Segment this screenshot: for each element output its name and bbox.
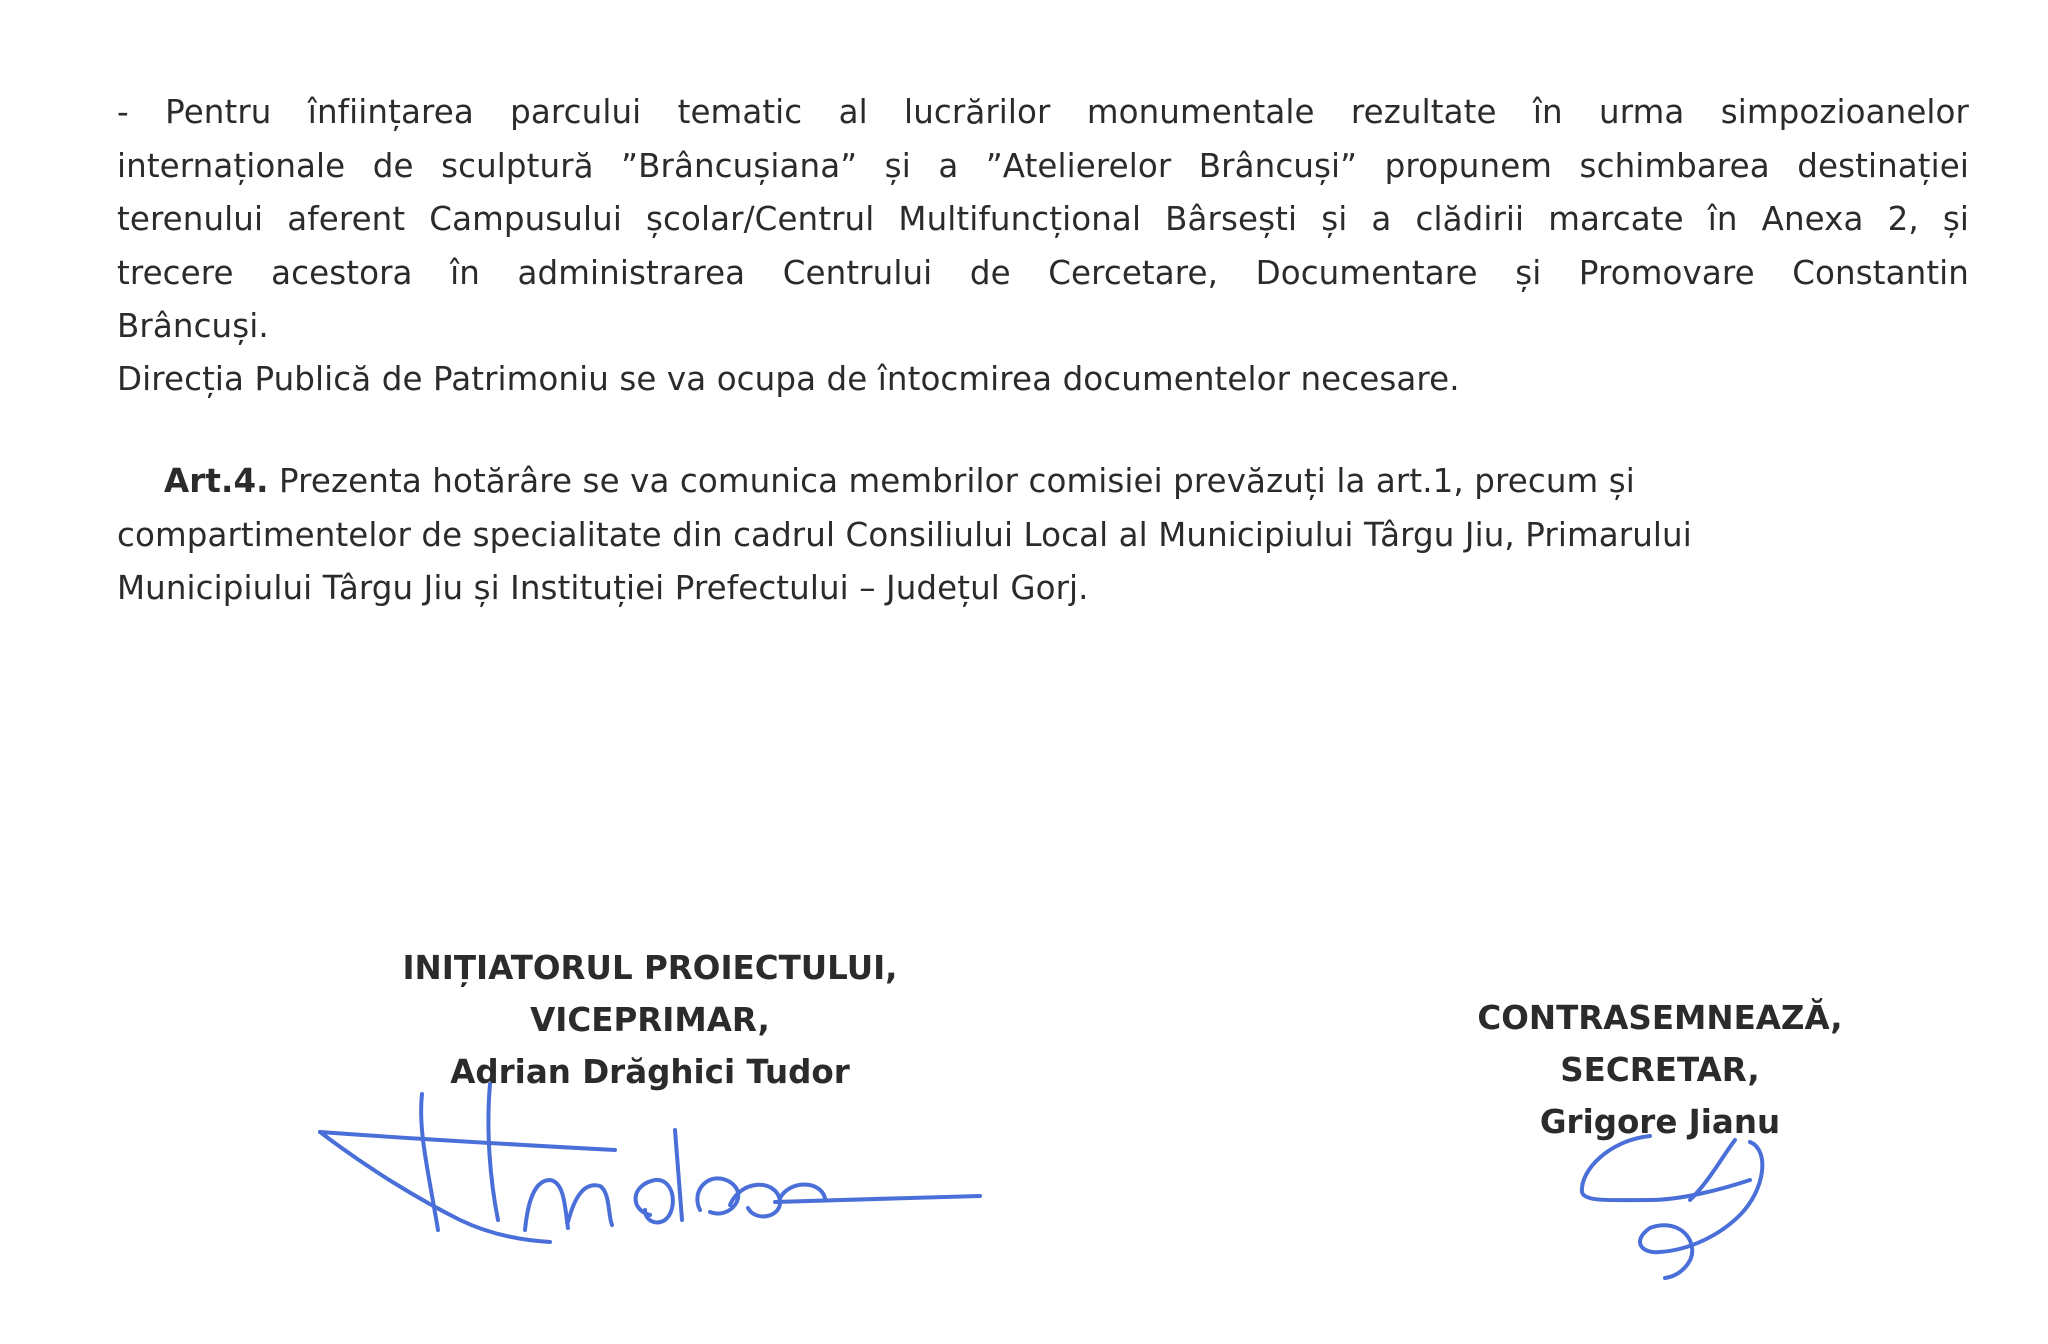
text-line: terenului aferent Campusului școlar/Centrul Multifuncțional Bârsești și a clădirii marcate în Anexa 2, și <box>117 200 1969 238</box>
initiator-title: VICEPRIMAR, <box>530 1001 770 1039</box>
text-line: Brâncuși. <box>117 307 269 345</box>
paragraph-park-proposal <box>117 86 1969 354</box>
text-line <box>117 455 1969 509</box>
text-line: Direcția Publică de Patrimoniu se va ocupa de întocmirea documentelor necesare. <box>117 360 1460 398</box>
paragraph-patrimony-direction <box>117 353 1969 407</box>
text-line: trecere acestora în administrarea Centrului de Cercetare, Documentare și Promovare Constantin <box>117 253 1969 292</box>
handwritten-signature-initiator <box>310 1070 990 1250</box>
countersign-role: CONTRASEMNEAZĂ, <box>1477 999 1843 1037</box>
article-4 <box>117 455 1969 616</box>
initiator-role: INIȚIATORUL PROIECTULUI, <box>402 949 898 987</box>
text-line: compartimentelor de specialitate din cadrul Consiliului Local al Municipiului Târgu Jiu, Primarului <box>117 515 1692 554</box>
text-line: - Pentru înființarea parcului tematic al lucrărilor monumentale rezultate în urma simpozioanelor <box>117 93 1969 131</box>
text-line: internaționale de sculptură ”Brâncușiana” și a ”Atelierelor Brâncuși” propunem schimbarea destinației <box>117 146 1969 185</box>
initiator-name: Adrian Drăghici Tudor <box>450 1053 850 1091</box>
article-text: Prezenta hotărâre se va comunica membrilor comisiei prevăzuți la art.1, precum și <box>268 462 1635 500</box>
countersign-name: Grigore Jianu <box>1539 1103 1781 1141</box>
countersign-title: SECRETAR, <box>1560 1051 1760 1089</box>
article-label: Art.4. <box>164 462 269 500</box>
handwritten-signature-secretary <box>1570 1130 1770 1280</box>
countersign-block <box>1380 992 1940 1148</box>
text-line: Municipiului Târgu Jiu și Instituției Prefectului – Județul Gorj. <box>117 569 1089 607</box>
